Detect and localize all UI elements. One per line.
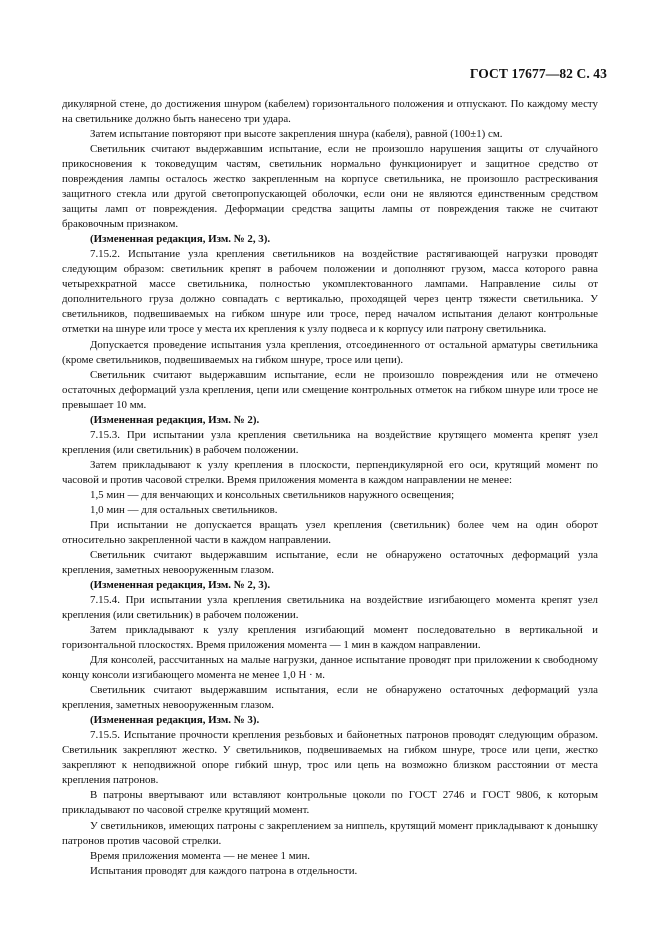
paragraph: 1,5 мин — для венчающих и консольных светильников наружного освещения; bbox=[90, 488, 455, 501]
paragraph: Затем прикладывают к узлу крепления изгибающий момент последовательно в вертикальной и горизонтальной плоскостях. Время приложения момента — 1 мин в каждом направлении. bbox=[62, 624, 598, 652]
amendment-note: (Измененная редакция, Изм. № 2). bbox=[90, 413, 260, 426]
paragraph: Светильник считают выдержавшим испытание, если не произошло повреждения или не отмечено остаточных деформаций узла крепления, цепи или смещение контрольных отметок на гибком шнуре или тросе не превышает 10 мм. bbox=[62, 368, 598, 411]
paragraph: В патроны ввертывают или вставляют контрольные цоколи по ГОСТ 2746 и ГОСТ 9806, к которым прикладывают по часовой стрелке крутящий момент. bbox=[62, 789, 598, 817]
paragraph: 7.15.4. При испытании узла крепления светильника на воздействие изгибающего момента крепят узел крепления (или светильник) в рабочем положении. bbox=[62, 594, 598, 622]
paragraph: У светильников, имеющих патроны с закреплением за ниппель, крутящий момент прикладывают к донышку патронов против часовой стрелки. bbox=[62, 819, 598, 847]
page-header: ГОСТ 17677—82 С. 43 bbox=[469, 66, 607, 81]
document-body bbox=[62, 97, 598, 879]
paragraph: Светильник считают выдержавшим испытания, если не обнаружено остаточных деформаций узла крепления, заметных невооруженным глазом. bbox=[62, 684, 598, 712]
paragraph: При испытании не допускается вращать узел крепления (светильник) более чем на один оборот относительно закрепленной части в каждом направлении. bbox=[62, 518, 598, 546]
paragraph: Затем прикладывают к узлу крепления в плоскости, перпендикулярной его оси, крутящий момент по часовой и против часовой стрелки. Время приложения момента в каждом направлении не менее: bbox=[62, 458, 598, 486]
paragraph: Для консолей, рассчитанных на малые нагрузки, данное испытание проводят при приложении к свободному концу консоли изгибающего момента не менее 1,0 Н · м. bbox=[62, 654, 598, 682]
paragraph: 7.15.3. При испытании узла крепления светильника на воздействие крутящего момента крепят узел крепления (или светильник) в рабочем положении. bbox=[62, 428, 598, 456]
paragraph: 7.15.2. Испытание узла крепления светильников на воздействие растягивающей нагрузки проводят следующим образом: светильник крепят в рабочем положении и дополняют грузом, масса которого равна четырехкратной массе светильника, полностью укомплектованного лампами. Направление силы от дополнительного груза должно совпадать с вертикалью, проходящей через центр тяжести светильника. У светильников, подвешиваемых на гибком шнуре или тросе, перед началом испытания делают контрольные отметки на шнуре или тросе у места их крепления к узлу подвеса и к корпусу или патрону светильника. bbox=[62, 248, 598, 336]
paragraph: 1,0 мин — для остальных светильников. bbox=[90, 503, 278, 516]
amendment-note: (Измененная редакция, Изм. № 2, 3). bbox=[90, 579, 271, 591]
paragraph: 7.15.5. Испытание прочности крепления резьбовых и байонетных патронов проводят следующим образом. Светильник закрепляют жестко. У светильников, подвешиваемых на гибком шнуре, тросе или цепи, жестко закрепляют к неподвижной опоре гибкий шнур, трос или цепь на возможно близком расстоянии от места крепления патронов. bbox=[62, 729, 598, 787]
paragraph: Светильник считают выдержавшим испытание, если не обнаружено остаточных деформаций узла крепления, заметных невооруженным глазом. bbox=[62, 548, 598, 576]
paragraph: дикулярной стене, до достижения шнуром (кабелем) горизонтального положения и отпускают. По каждому месту на светильнике должно быть нанесено три удара. bbox=[62, 98, 598, 126]
paragraph: Затем испытание повторяют при высоте закрепления шнура (кабеля), равной (100±1) см. bbox=[90, 128, 503, 141]
paragraph: Время приложения момента — не менее 1 мин. bbox=[90, 849, 310, 862]
paragraph: Светильник считают выдержавшим испытание, если не произошло нарушения защиты от случайного прикосновения к токоведущим частям, светильник нормально функционирует и защитное средство от повреждения лампы осталось жестко закрепленным на корпусе светильника, не произошло растрескивания защитного стекла или другой светопропускающей оболочки, если они не являются единственным средством защиты ламп от повреждения. Деформации средства защиты лампы от повреждения также не считают браковочным признаком. bbox=[62, 143, 598, 231]
paragraph: Испытания проводят для каждого патрона в отдельности. bbox=[90, 864, 358, 877]
amendment-note: (Измененная редакция, Изм. № 3). bbox=[90, 714, 260, 727]
amendment-note: (Измененная редакция, Изм. № 2, 3). bbox=[90, 233, 271, 246]
paragraph: Допускается проведение испытания узла крепления, отсоединенного от остальной арматуры светильника (кроме светильников, подвешиваемых на гибком шнуре, тросе или цепи). bbox=[62, 338, 598, 366]
